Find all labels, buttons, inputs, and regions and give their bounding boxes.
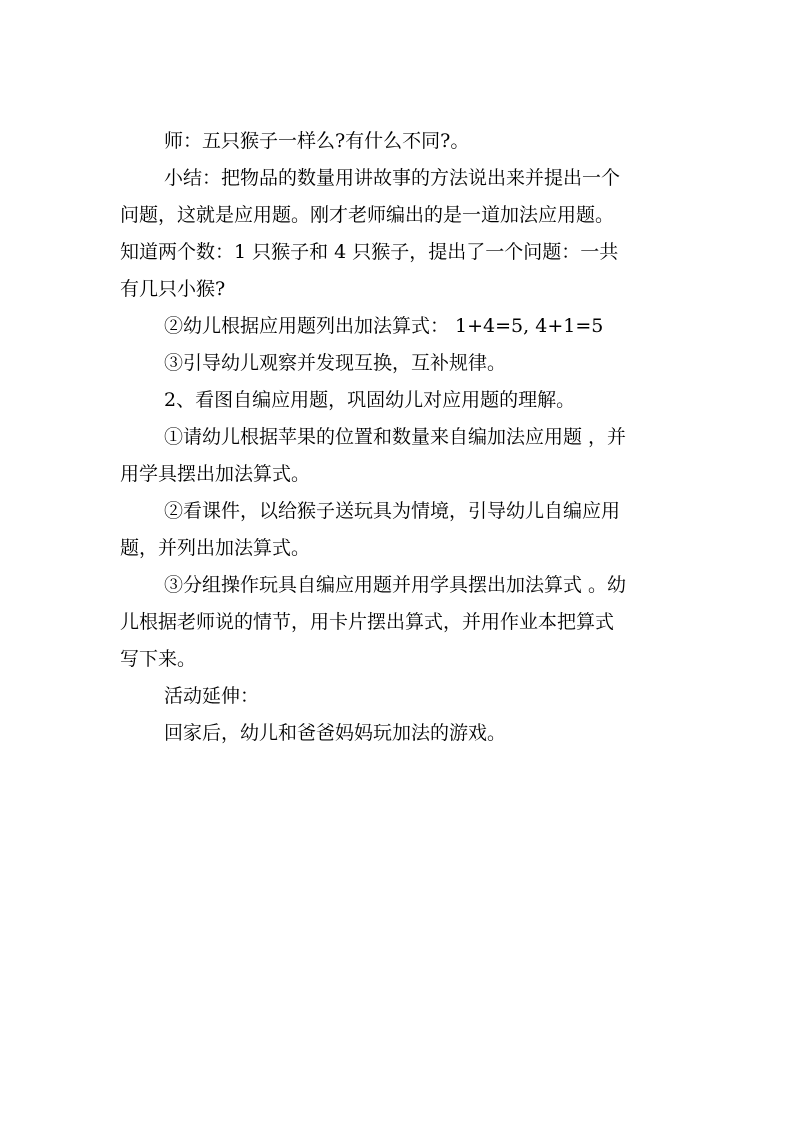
paragraph-group-work bbox=[120, 567, 680, 678]
text-line: 写下来。 bbox=[120, 648, 197, 670]
paragraph-extension-heading bbox=[120, 678, 680, 715]
text-line: 师：五只猴子一样么?有什么不同?。 bbox=[164, 130, 470, 152]
text-line: 活动延伸： bbox=[164, 685, 260, 707]
document-body bbox=[120, 123, 680, 752]
paragraph-teacher-question bbox=[120, 123, 680, 160]
text-line: ③分组操作玩具自编应用题并用学具摆出加法算式 。幼 bbox=[164, 574, 627, 596]
paragraph-equation bbox=[120, 308, 680, 345]
text-line: 用学具摆出加法算式。 bbox=[120, 463, 311, 485]
text-line: 问题，这就是应用题。刚才老师编出的是一道加法应用题。 bbox=[120, 204, 615, 226]
text-line: 有几只小猴? bbox=[120, 278, 226, 300]
paragraph-home-activity bbox=[120, 715, 680, 752]
text-line: 儿根据老师说的情节，用卡片摆出算式，并用作业本把算式 bbox=[120, 611, 615, 633]
text-line: 2、看图自编应用题，巩固幼儿对应用题的理解。 bbox=[164, 389, 576, 411]
text-line: 知道两个数：1 只猴子和 4 只猴子，提出了一个问题：一共 bbox=[120, 241, 619, 263]
text-line: 小结：把物品的数量用讲故事的方法说出来并提出一个 bbox=[164, 167, 621, 189]
paragraph-section-2 bbox=[120, 382, 680, 419]
text-line: ②看课件，以给猴子送玩具为情境，引导幼儿自编应用 bbox=[164, 500, 621, 522]
paragraph-observe bbox=[120, 345, 680, 382]
paragraph-courseware bbox=[120, 493, 680, 567]
text-line: 题，并列出加法算式。 bbox=[120, 537, 311, 559]
text-line: 回家后，幼儿和爸爸妈妈玩加法的游戏。 bbox=[164, 722, 507, 744]
text-line: ①请幼儿根据苹果的位置和数量来自编加法应用题 ，并 bbox=[164, 426, 627, 448]
text-line: ③引导幼儿观察并发现互换，互补规律。 bbox=[164, 352, 507, 374]
paragraph-summary bbox=[120, 160, 680, 308]
text-line: ②幼儿根据应用题列出加法算式： 1+4=5, 4+1=5 bbox=[164, 315, 604, 337]
paragraph-apples bbox=[120, 419, 680, 493]
